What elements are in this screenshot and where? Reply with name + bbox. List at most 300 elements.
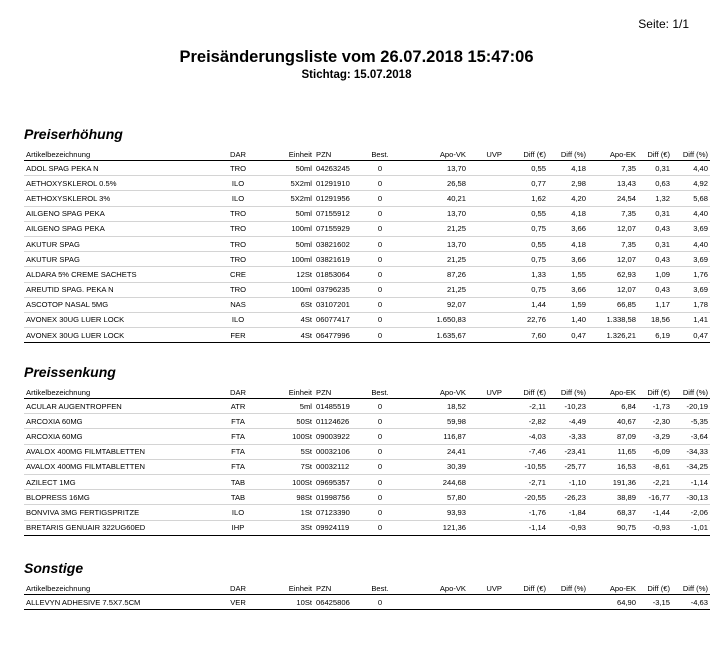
column-header-diff-vk-pct: Diff (%) (560, 387, 586, 397)
cell-diff-vk-eur: -20,55 (504, 490, 548, 505)
cell-uvp (468, 267, 504, 282)
cell-name: BONVIVA 3MG FERTIGSPRITZE (24, 505, 220, 520)
section-title: Sonstige (24, 560, 84, 576)
cell-uvp (468, 399, 504, 414)
cell-diff-vk-pct: -23,41 (548, 444, 588, 459)
cell-diff-ek-eur: -16,77 (638, 490, 672, 505)
cell-diff-ek-eur: 6,19 (638, 328, 672, 343)
cell-diff-vk-eur: 0,75 (504, 252, 548, 267)
cell-form: TRO (220, 252, 256, 267)
cell-pzn: 01291956 (314, 191, 362, 206)
cell-form: FTA (220, 429, 256, 444)
cell-pzn: 01485519 (314, 399, 362, 414)
cell-apo-vk (398, 595, 468, 610)
cell-diff-ek-eur: 0,31 (638, 236, 672, 251)
cell-diff-ek-eur: 0,31 (638, 206, 672, 221)
column-header-diff-ek-pct: Diff (%) (682, 583, 708, 593)
cell-pzn: 00032106 (314, 444, 362, 459)
cell-apo-vk: 26,58 (398, 176, 468, 191)
column-header-diff-ek-eur: Diff (€) (647, 149, 670, 159)
column-header-stock: Best. (371, 583, 389, 593)
cell-uvp (468, 297, 504, 312)
cell-diff-ek-eur: -3,15 (638, 595, 672, 610)
cell-diff-ek-pct: 1,76 (672, 267, 710, 282)
cell-diff-vk-pct: 1,55 (548, 267, 588, 282)
cell-diff-vk-pct: -25,77 (548, 459, 588, 474)
cell-form: FTA (220, 444, 256, 459)
column-header-form: DAR (229, 583, 247, 593)
cell-diff-ek-eur: -2,21 (638, 474, 672, 489)
column-header-diff-ek-pct: Diff (%) (682, 387, 708, 397)
cell-uvp (468, 282, 504, 297)
cell-diff-vk-pct: -1,10 (548, 474, 588, 489)
cell-diff-ek-eur: 1,09 (638, 267, 672, 282)
cell-stock: 0 (362, 206, 398, 221)
cell-diff-ek-eur: 0,43 (638, 252, 672, 267)
cell-apo-ek: 191,36 (588, 474, 638, 489)
cell-unit: 100St (256, 429, 314, 444)
cell-form: NAS (220, 297, 256, 312)
cell-diff-ek-pct: 4,40 (672, 236, 710, 251)
cell-diff-vk-eur: -2,71 (504, 474, 548, 489)
cell-apo-ek: 7,35 (588, 161, 638, 176)
cell-apo-vk: 59,98 (398, 414, 468, 429)
cell-diff-ek-pct: 0,47 (672, 328, 710, 343)
table-row (24, 399, 710, 414)
cell-apo-ek: 7,35 (588, 206, 638, 221)
cell-apo-ek: 12,07 (588, 252, 638, 267)
cell-unit: 100ml (256, 221, 314, 236)
cell-diff-vk-eur: -10,55 (504, 459, 548, 474)
cell-uvp (468, 312, 504, 327)
cell-form: ILO (220, 191, 256, 206)
table-row (24, 206, 710, 221)
table-row (24, 444, 710, 459)
cell-form: TRO (220, 161, 256, 176)
cell-unit: 7St (256, 459, 314, 474)
cell-unit: 50St (256, 414, 314, 429)
table-row (24, 505, 710, 520)
cell-diff-ek-pct: -5,35 (672, 414, 710, 429)
cell-apo-ek: 66,85 (588, 297, 638, 312)
cell-uvp (468, 328, 504, 343)
cell-stock: 0 (362, 297, 398, 312)
cell-apo-ek: 7,35 (588, 236, 638, 251)
cell-diff-ek-eur: 0,63 (638, 176, 672, 191)
cell-pzn: 07123390 (314, 505, 362, 520)
cell-diff-ek-pct: 1,78 (672, 297, 710, 312)
cell-apo-vk: 18,52 (398, 399, 468, 414)
cell-diff-ek-eur: 0,43 (638, 282, 672, 297)
cell-unit: 5X2ml (256, 176, 314, 191)
page-number: Seite: 1/1 (638, 17, 689, 31)
cell-apo-vk: 30,39 (398, 459, 468, 474)
table-row (24, 161, 710, 176)
cell-pzn: 06425806 (314, 595, 362, 610)
table-header-row (24, 148, 710, 161)
cell-apo-ek: 68,37 (588, 505, 638, 520)
cell-uvp (468, 414, 504, 429)
cell-diff-ek-pct: -2,06 (672, 505, 710, 520)
cell-diff-vk-eur: 0,77 (504, 176, 548, 191)
price-table (24, 582, 710, 610)
cell-diff-vk-pct (548, 595, 588, 610)
column-header-unit: Einheit (288, 583, 312, 593)
cell-stock: 0 (362, 236, 398, 251)
cell-unit: 100St (256, 474, 314, 489)
column-header-apo-ek: Apo-EK (609, 149, 636, 159)
cell-unit: 3St (256, 520, 314, 535)
cell-unit: 5St (256, 444, 314, 459)
cell-uvp (468, 444, 504, 459)
cell-apo-ek: 12,07 (588, 282, 638, 297)
cell-diff-vk-eur: 0,55 (504, 236, 548, 251)
cell-stock: 0 (362, 221, 398, 236)
cell-diff-ek-pct: 3,69 (672, 252, 710, 267)
cell-diff-vk-pct: -10,23 (548, 399, 588, 414)
section-other (24, 558, 708, 610)
cell-name: BLOPRESS 16MG (24, 490, 220, 505)
cell-apo-ek: 12,07 (588, 221, 638, 236)
cell-apo-ek: 38,89 (588, 490, 638, 505)
cell-unit: 5ml (256, 399, 314, 414)
cell-name: AREUTID SPAG. PEKA N (24, 282, 220, 297)
cell-form: ILO (220, 312, 256, 327)
column-header-unit: Einheit (288, 387, 312, 397)
cell-pzn: 03821602 (314, 236, 362, 251)
cell-diff-vk-pct: 4,18 (548, 161, 588, 176)
cell-pzn: 01291910 (314, 176, 362, 191)
cell-name: AVONEX 30UG LUER LOCK (24, 328, 220, 343)
cell-form: ATR (220, 399, 256, 414)
cell-diff-vk-pct: 3,66 (548, 282, 588, 297)
table-row (24, 328, 710, 343)
cell-unit: 10St (256, 595, 314, 610)
table-row (24, 297, 710, 312)
cell-uvp (468, 161, 504, 176)
cell-diff-vk-pct: -3,33 (548, 429, 588, 444)
cell-apo-vk: 1.635,67 (398, 328, 468, 343)
cell-diff-vk-pct: -26,23 (548, 490, 588, 505)
column-header-diff-ek-eur: Diff (€) (647, 387, 670, 397)
cell-name: AZILECT 1MG (24, 474, 220, 489)
column-header-stock: Best. (371, 149, 389, 159)
cell-diff-ek-pct: 3,69 (672, 221, 710, 236)
cell-apo-ek: 6,84 (588, 399, 638, 414)
table-row (24, 191, 710, 206)
cell-name: AILGENO SPAG PEKA (24, 221, 220, 236)
cell-pzn: 03107201 (314, 297, 362, 312)
cell-form: IHP (220, 520, 256, 535)
cell-form: ILO (220, 176, 256, 191)
cell-stock: 0 (362, 429, 398, 444)
cell-apo-vk: 13,70 (398, 161, 468, 176)
cell-diff-vk-pct: 4,18 (548, 206, 588, 221)
cell-diff-vk-pct: 3,66 (548, 252, 588, 267)
cell-uvp (468, 520, 504, 535)
column-header-diff-vk-eur: Diff (€) (523, 583, 546, 593)
cell-diff-ek-pct: 4,92 (672, 176, 710, 191)
column-header-pzn: PZN (316, 387, 332, 397)
cell-name: AKUTUR SPAG (24, 236, 220, 251)
cell-diff-vk-eur: 1,62 (504, 191, 548, 206)
cell-uvp (468, 176, 504, 191)
cell-diff-ek-pct: 4,40 (672, 161, 710, 176)
cell-unit: 100ml (256, 282, 314, 297)
cell-diff-vk-eur: 0,75 (504, 221, 548, 236)
column-header-apo-vk: Apo-VK (439, 387, 466, 397)
cell-form: TAB (220, 474, 256, 489)
cell-name: AVALOX 400MG FILMTABLETTEN (24, 444, 220, 459)
cell-diff-vk-pct: 1,40 (548, 312, 588, 327)
cell-pzn: 09924119 (314, 520, 362, 535)
cell-diff-ek-pct: -30,13 (672, 490, 710, 505)
column-header-apo-ek: Apo-EK (609, 583, 636, 593)
column-header-pzn: PZN (316, 583, 332, 593)
cell-diff-ek-eur: -1,44 (638, 505, 672, 520)
cell-diff-ek-pct: 3,69 (672, 282, 710, 297)
cell-unit: 98St (256, 490, 314, 505)
cell-pzn: 06077417 (314, 312, 362, 327)
table-row (24, 595, 710, 610)
cell-diff-ek-pct: -1,01 (672, 520, 710, 535)
cell-uvp (468, 221, 504, 236)
column-header-apo-ek: Apo-EK (609, 387, 636, 397)
cell-name: AVALOX 400MG FILMTABLETTEN (24, 459, 220, 474)
cell-diff-ek-pct: -4,63 (672, 595, 710, 610)
cell-name: ARCOXIA 60MG (24, 429, 220, 444)
cell-apo-ek: 24,54 (588, 191, 638, 206)
cell-stock: 0 (362, 595, 398, 610)
cell-name: AETHOXYSKLEROL 0.5% (24, 176, 220, 191)
document-title: Preisänderungsliste vom 26.07.2018 15:47:06 (179, 48, 534, 66)
cell-stock: 0 (362, 312, 398, 327)
cell-uvp (468, 474, 504, 489)
column-header-diff-vk-pct: Diff (%) (560, 583, 586, 593)
cell-name: ARCOXIA 60MG (24, 414, 220, 429)
cell-diff-vk-eur: 1,33 (504, 267, 548, 282)
column-header-apo-vk: Apo-VK (439, 149, 466, 159)
cell-diff-ek-eur: -6,09 (638, 444, 672, 459)
cell-diff-vk-pct: 0,47 (548, 328, 588, 343)
cell-pzn: 06477996 (314, 328, 362, 343)
cell-apo-ek: 90,75 (588, 520, 638, 535)
section-title: Preissenkung (24, 364, 116, 380)
cell-stock: 0 (362, 490, 398, 505)
column-header-uvp: UVP (486, 387, 502, 397)
cell-apo-ek: 62,93 (588, 267, 638, 282)
cell-diff-ek-pct: -20,19 (672, 399, 710, 414)
table-row (24, 236, 710, 251)
cell-diff-ek-pct: 4,40 (672, 206, 710, 221)
section-title: Preiserhöhung (24, 126, 123, 142)
column-header-apo-vk: Apo-VK (439, 583, 466, 593)
cell-uvp (468, 252, 504, 267)
cell-unit: 50ml (256, 236, 314, 251)
cell-diff-vk-eur: 0,55 (504, 206, 548, 221)
cell-name: ALDARA 5% CREME SACHETS (24, 267, 220, 282)
cell-diff-ek-eur: 1,17 (638, 297, 672, 312)
cell-unit: 1St (256, 505, 314, 520)
cell-unit: 50ml (256, 206, 314, 221)
cell-diff-ek-eur: -8,61 (638, 459, 672, 474)
section-price-decrease (24, 362, 708, 536)
cell-apo-vk: 21,25 (398, 252, 468, 267)
cell-apo-vk: 244,68 (398, 474, 468, 489)
cell-diff-vk-eur: 22,76 (504, 312, 548, 327)
cell-diff-vk-pct: -0,93 (548, 520, 588, 535)
cell-apo-ek: 1.338,58 (588, 312, 638, 327)
cell-diff-ek-pct: 5,68 (672, 191, 710, 206)
table-row (24, 221, 710, 236)
cell-diff-ek-eur: -0,93 (638, 520, 672, 535)
cell-diff-vk-eur: 0,75 (504, 282, 548, 297)
cell-diff-ek-eur: -1,73 (638, 399, 672, 414)
cell-diff-vk-eur: -7,46 (504, 444, 548, 459)
cell-diff-vk-eur: 1,44 (504, 297, 548, 312)
cell-pzn: 03821619 (314, 252, 362, 267)
cell-stock: 0 (362, 161, 398, 176)
section-price-increase (24, 124, 708, 343)
cell-diff-vk-pct: 2,98 (548, 176, 588, 191)
column-header-unit: Einheit (288, 149, 312, 159)
cell-apo-vk: 121,36 (398, 520, 468, 535)
cell-stock: 0 (362, 474, 398, 489)
cell-unit: 4St (256, 328, 314, 343)
cell-apo-vk: 87,26 (398, 267, 468, 282)
cell-stock: 0 (362, 191, 398, 206)
cell-stock: 0 (362, 399, 398, 414)
cell-diff-ek-eur: 1,32 (638, 191, 672, 206)
cell-apo-vk: 93,93 (398, 505, 468, 520)
column-header-name: Artikelbezeichnung (26, 149, 91, 159)
cell-stock: 0 (362, 444, 398, 459)
table-row (24, 267, 710, 282)
cell-pzn: 01998756 (314, 490, 362, 505)
cell-form: TAB (220, 490, 256, 505)
cell-uvp (468, 206, 504, 221)
table-row (24, 459, 710, 474)
cell-name: BRETARIS GENUAIR 322UG60ED (24, 520, 220, 535)
cell-pzn: 07155912 (314, 206, 362, 221)
cell-unit: 6St (256, 297, 314, 312)
cell-diff-vk-eur: -2,82 (504, 414, 548, 429)
cell-diff-vk-eur: 7,60 (504, 328, 548, 343)
table-row (24, 429, 710, 444)
document-subtitle: Stichtag: 15.07.2018 (301, 69, 412, 81)
table-row (24, 252, 710, 267)
cell-diff-vk-eur: -4,03 (504, 429, 548, 444)
table-row (24, 414, 710, 429)
cell-name: AKUTUR SPAG (24, 252, 220, 267)
column-header-diff-ek-pct: Diff (%) (682, 149, 708, 159)
cell-stock: 0 (362, 176, 398, 191)
cell-unit: 5X2ml (256, 191, 314, 206)
cell-diff-ek-eur: 18,56 (638, 312, 672, 327)
cell-form: TRO (220, 282, 256, 297)
table-row (24, 474, 710, 489)
price-table (24, 386, 710, 536)
cell-diff-ek-eur: 0,43 (638, 221, 672, 236)
cell-diff-vk-pct: 4,20 (548, 191, 588, 206)
cell-pzn: 00032112 (314, 459, 362, 474)
column-header-uvp: UVP (486, 149, 502, 159)
cell-apo-vk: 57,80 (398, 490, 468, 505)
cell-form: TRO (220, 221, 256, 236)
cell-form: FTA (220, 459, 256, 474)
cell-apo-vk: 116,87 (398, 429, 468, 444)
table-header-row (24, 386, 710, 399)
column-header-diff-vk-eur: Diff (€) (523, 149, 546, 159)
cell-diff-ek-pct: 1,41 (672, 312, 710, 327)
table-row (24, 490, 710, 505)
cell-form: FER (220, 328, 256, 343)
cell-apo-vk: 13,70 (398, 206, 468, 221)
cell-apo-ek: 1.326,21 (588, 328, 638, 343)
cell-uvp (468, 236, 504, 251)
cell-pzn: 01124626 (314, 414, 362, 429)
cell-apo-ek: 16,53 (588, 459, 638, 474)
table-row (24, 282, 710, 297)
cell-apo-ek: 40,67 (588, 414, 638, 429)
cell-pzn: 04263245 (314, 161, 362, 176)
cell-apo-ek: 11,65 (588, 444, 638, 459)
cell-name: AILGENO SPAG PEKA (24, 206, 220, 221)
cell-apo-vk: 21,25 (398, 221, 468, 236)
cell-name: AETHOXYSKLEROL 3% (24, 191, 220, 206)
cell-form: VER (220, 595, 256, 610)
cell-diff-ek-pct: -3,64 (672, 429, 710, 444)
cell-name: ASCOTOP NASAL 5MG (24, 297, 220, 312)
cell-stock: 0 (362, 505, 398, 520)
cell-apo-vk: 92,07 (398, 297, 468, 312)
cell-uvp (468, 429, 504, 444)
cell-uvp (468, 191, 504, 206)
cell-form: FTA (220, 414, 256, 429)
cell-form: TRO (220, 236, 256, 251)
cell-form: TRO (220, 206, 256, 221)
cell-form: CRE (220, 267, 256, 282)
cell-unit: 100ml (256, 252, 314, 267)
cell-apo-vk: 21,25 (398, 282, 468, 297)
cell-unit: 50ml (256, 161, 314, 176)
cell-stock: 0 (362, 520, 398, 535)
cell-diff-ek-pct: -34,25 (672, 459, 710, 474)
cell-diff-vk-pct: 3,66 (548, 221, 588, 236)
cell-diff-vk-eur: -1,14 (504, 520, 548, 535)
cell-diff-vk-eur (504, 595, 548, 610)
column-header-pzn: PZN (316, 149, 332, 159)
cell-stock: 0 (362, 267, 398, 282)
cell-pzn: 03796235 (314, 282, 362, 297)
cell-diff-vk-pct: -4,49 (548, 414, 588, 429)
table-header-row (24, 582, 710, 595)
cell-apo-ek: 64,90 (588, 595, 638, 610)
table-row (24, 520, 710, 535)
cell-diff-ek-pct: -1,14 (672, 474, 710, 489)
table-row (24, 312, 710, 327)
cell-pzn: 09003922 (314, 429, 362, 444)
cell-diff-vk-pct: -1,84 (548, 505, 588, 520)
cell-diff-vk-eur: -2,11 (504, 399, 548, 414)
column-header-form: DAR (229, 387, 247, 397)
column-header-diff-ek-eur: Diff (€) (647, 583, 670, 593)
cell-diff-ek-pct: -34,33 (672, 444, 710, 459)
cell-stock: 0 (362, 459, 398, 474)
cell-apo-ek: 87,09 (588, 429, 638, 444)
cell-name: ACULAR AUGENTROPFEN (24, 399, 220, 414)
cell-diff-vk-eur: 0,55 (504, 161, 548, 176)
